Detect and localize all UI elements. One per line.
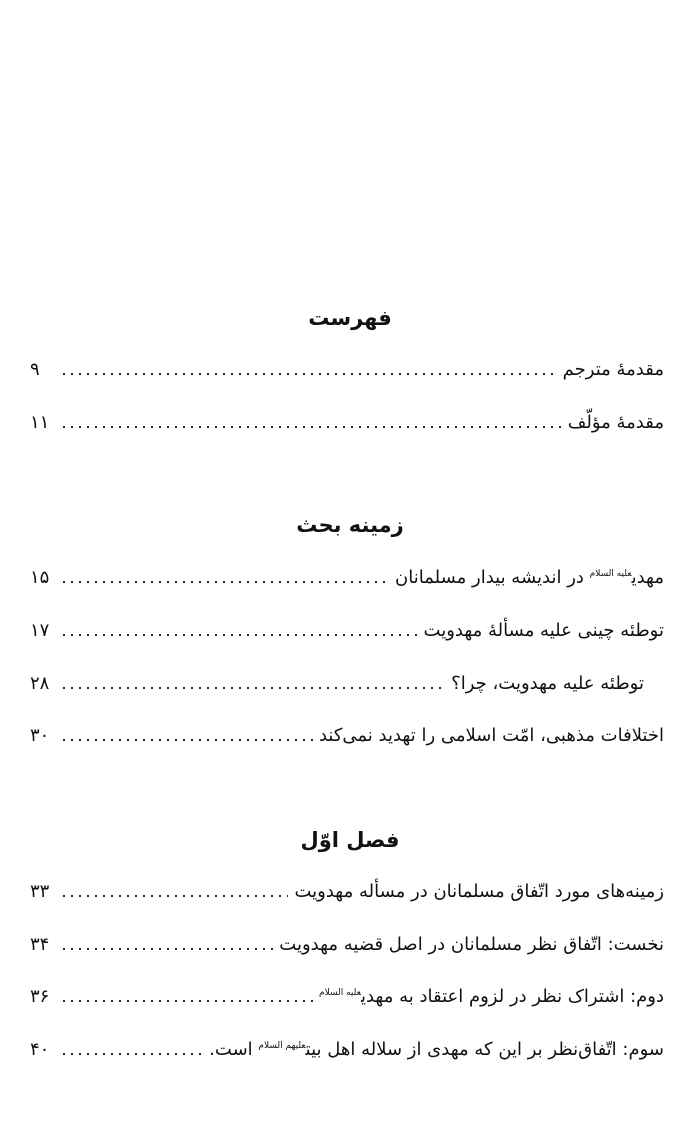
entry-title: مقدمهٔ مترجم xyxy=(562,359,664,380)
entry-page: ۲۸ xyxy=(30,673,50,694)
entry-title: توطئه چینی علیه مسألهٔ مهدویت xyxy=(423,620,664,641)
toc-entry[interactable] xyxy=(30,616,664,646)
entry-title: مقدمهٔ مؤلّف xyxy=(567,412,664,433)
dot-leader xyxy=(60,632,418,638)
dot-leader xyxy=(60,685,445,691)
toc-entry[interactable] xyxy=(30,1035,664,1065)
dot-leader xyxy=(60,946,273,952)
toc-entry[interactable] xyxy=(30,982,664,1012)
entry-page: ۱۷ xyxy=(30,620,50,641)
entry-title: دوم: اشتراک نظر در لزوم اعتقاد به مهدی$^{عليه السلام}$ xyxy=(319,986,664,1007)
honorific: عليه السلام xyxy=(319,988,361,998)
entry-page: ۳۳ xyxy=(30,881,50,902)
toc-entry[interactable] xyxy=(30,930,664,960)
toc-entry[interactable] xyxy=(30,877,664,907)
entry-page: ۱۱ xyxy=(30,412,50,433)
dot-leader xyxy=(60,737,313,743)
dot-leader xyxy=(60,998,313,1004)
toc-entry[interactable] xyxy=(30,408,664,438)
section-heading: زمینه بحث xyxy=(296,513,404,537)
entry-page: ۴۰ xyxy=(30,1039,50,1060)
toc-entry[interactable] xyxy=(30,355,664,385)
dot-leader xyxy=(60,371,557,377)
entry-title: زمینه‌های مورد اتّفاق مسلمانان در مسأله مهدویت xyxy=(294,881,664,902)
entry-page: ۱۵ xyxy=(30,567,50,588)
dot-leader xyxy=(60,1051,203,1057)
toc-entry[interactable] xyxy=(30,669,664,699)
entry-page: ۳۰ xyxy=(30,725,50,746)
entry-title: اختلافات مذهبی، امّت اسلامی را تهدید نمی‌کند xyxy=(318,725,664,746)
dot-leader xyxy=(60,893,288,899)
entry-title: سوم: اتّفاق‌نظر بر این که مهدی از سلاله اهل بیت$^{عليهم السلام}$ است. xyxy=(209,1039,664,1060)
dot-leader xyxy=(60,579,389,585)
honorific: عليه السلام xyxy=(589,569,632,579)
toc-entry[interactable] xyxy=(30,721,664,751)
entry-title: توطئه علیه مهدویت، چرا؟ xyxy=(451,673,644,694)
entry-page: ۳۶ xyxy=(30,986,50,1007)
honorific: عليهم السلام xyxy=(258,1041,306,1051)
entry-page: ۳۴ xyxy=(30,934,50,955)
entry-title: مهدی$^{عليه السلام}$ در اندیشه بیدار مسلمانان xyxy=(395,567,664,588)
dot-leader xyxy=(60,424,562,430)
section-heading: فهرست xyxy=(308,306,392,330)
entry-page: ۹ xyxy=(30,359,40,380)
section-heading: فصل اوّل xyxy=(300,828,400,852)
entry-title: نخست: اتّفاق نظر مسلمانان در اصل قضیه مهدویت xyxy=(279,934,664,955)
toc-entry[interactable] xyxy=(30,563,664,593)
